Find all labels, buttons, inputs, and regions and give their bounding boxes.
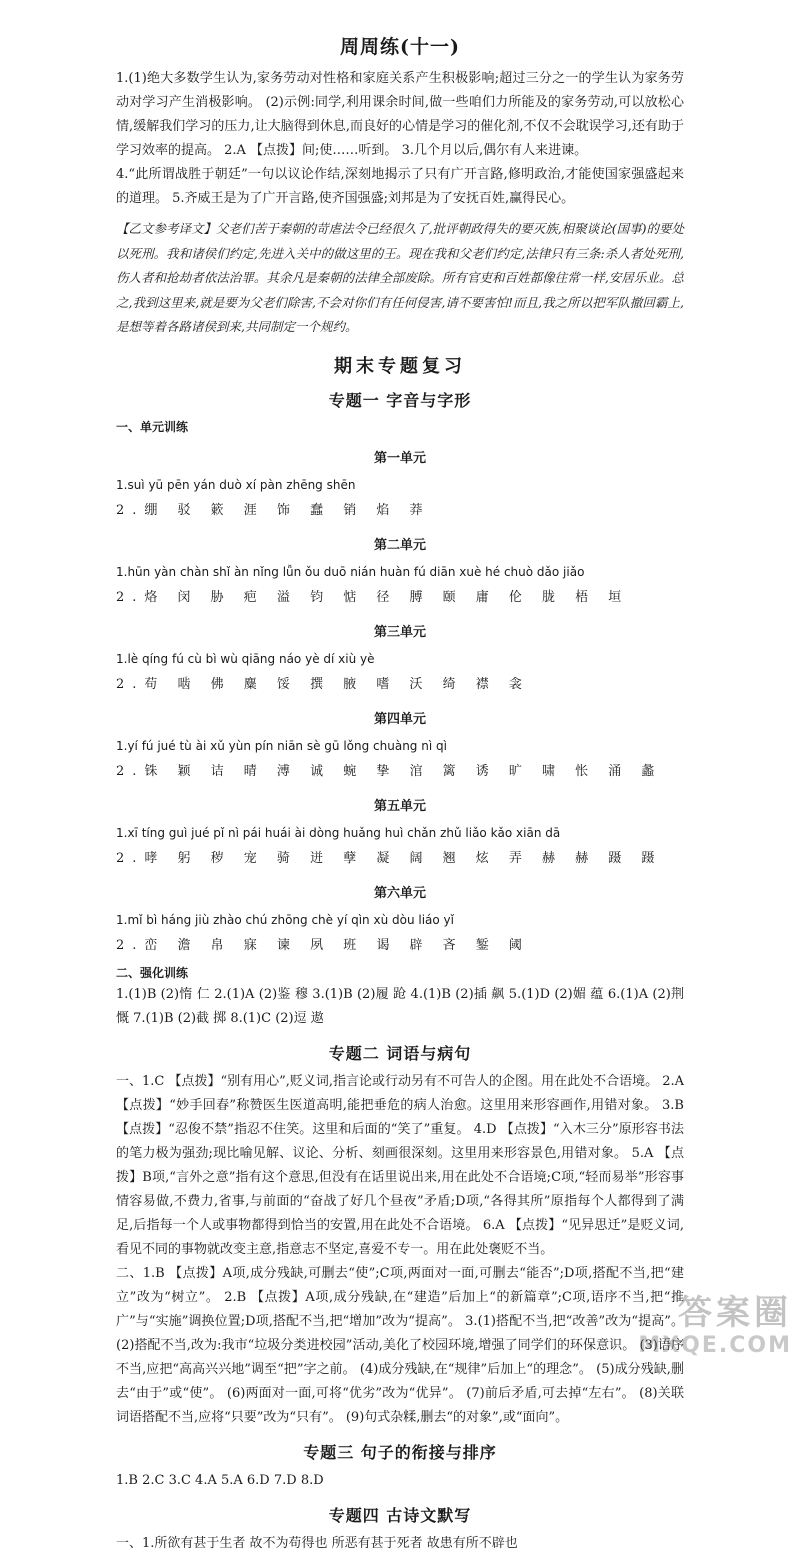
unit3-pinyin: 1.lè qíng fú cù bì wù qiāng náo yè dí xiù yè — [116, 651, 375, 666]
unit5-pinyin: 1.xī tíng guì jué pǐ nì pái huái ài dòng huǎng huì chǎn zhǔ liǎo kǎo xiān dā — [116, 825, 561, 840]
topic3-answers: 1.B 2.C 3.C 4.A 5.A 6.D 7.D 8.D — [116, 1472, 324, 1488]
topic2-part1: 一、1.C 【点拨】“别有用心”,贬义词,指言论或行动另有不可告人的企图。用在此处不合语境。 2.A 【点拨】“妙手回春”称赞医生医道高明,能把垂危的病人治愈。这里用来形容画作,用错对象。 3.B 【点拨】“忍俊不禁”指忍不住笑。这里和后面的“笑了”重复。 4.D 【点拨】“入木三分”原形容书法的笔力极为强劲;现比喻见解、议论、分析、刻画很深刻。这里用来形容景色,用错对象。 5.A 【点拨】B项,“言外之意”指有这个意思,但没有在话里说出来,用在此处不合语境;C项,“轻而易举”形容事情容易做,不费力,省事,与前面的“奋战了好几个昼夜”矛盾;D项,“各得其所”原指每个人都得到了满足,后指每一个人或事物都得到恰当的安置,用在此处不合语境。 6.A 【点拨】“见异思迁”是贬义词,看见不同的事物就改变主意,指意志不坚定,喜爱不专一。用在此处褒贬不当。 — [116, 1073, 684, 1257]
topic4-title: 专题四 古诗文默写 — [328, 1505, 472, 1525]
watermark-url: MXQE.COM — [638, 1333, 792, 1358]
weekly-title: 周周练(十一) — [340, 36, 460, 58]
drill-answers: 1.(1)B (2)惰 仁 2.(1)A (2)鉴 穆 3.(1)B (2)履 跄 4.(1)B (2)插 飙 5.(1)D (2)媚 蕴 6.(1)A (2)荆 慨 7.(1)B (2)截 掷 8.(1)C (2)逗 遨 — [116, 986, 684, 1026]
unit6-pinyin: 1.mǐ bì háng jiù zhào chú zhōng chè yí qìn xù dòu liáo yǐ — [116, 912, 454, 927]
topic4-answers: 一、1.所欲有甚于生者 故不为苟得也 所恶有甚于死者 故患有所不辟也 — [116, 1535, 518, 1551]
topic2-title: 专题二 词语与病句 — [328, 1043, 472, 1063]
topic2-part2: 二、1.B 【点拨】A项,成分残缺,可删去“使”;C项,两面对一面,可删去“能否”;D项,搭配不当,把“建立”改为“树立”。 2.B 【点拨】A项,成分残缺,在“建造”后加上“的新篇章”;C项,语序不当,把“推广”与“实施”调换位置;D项,搭配不当,把“增加”改为“提高”。 3.(1)搭配不当,把“改善”改为“提高”。 (2)搭配不当,改为:我市“垃圾分类进校园”活动,美化了校园环境,增强了同学们的环保意识。 (3)语序不当,应把“高高兴兴地”调至“把”字之前。 (4)成分残缺,在“规律”后加上“的理念”。 (5)成分残缺,删去“由于”或“使”。 (6)两面对一面,可将“优劣”改为“优异”。 (7)前后矛盾,可去掉“左右”。 (8)关联词语搭配不当,应将“只要”改为“只有”。 (9)句式杂糅,删去“的对象”,或“面向”。 — [116, 1265, 684, 1425]
topic3-title: 专题三 句子的衔接与排序 — [303, 1442, 497, 1462]
site-watermark — [620, 1288, 792, 1358]
unit5-chars: 2.哮 躬 秽 宠 骑 迸 孽 凝 阔 翘 炫 弄 赫 赫 蹑 蹑 — [116, 850, 663, 866]
unit4-pinyin: 1.yí fú jué tù ài xǔ yùn pín niān sè gū lǒng chuàng nì qì — [116, 738, 447, 753]
topic1-section2: 二、强化训练 — [116, 965, 189, 980]
weekly-answer-2: 4.“此所谓战胜于朝廷”一句以议论作结,深刻地揭示了只有广开言路,修明政治,才能使国家强盛起来的道理。 5.齐威王是为了广开言路,使齐国强盛;刘邦是为了安抚百姓,赢得民心。 — [116, 167, 684, 206]
unit5-title: 第五单元 — [373, 798, 426, 814]
watermark-logo: 答案圈 — [678, 1293, 792, 1333]
weekly-answer-1: 1.(1)绝大多数学生认为,家务劳动对性格和家庭关系产生积极影响;超过三分之一的学生认为家务劳动对学习产生消极影响。 (2)示例:同学,利用课余时间,做一些咱们力所能及的家务劳动,可以放松心情,缓解我们学习的压力,让大脑得到休息,而良好的心情是学习的催化剂,不仅不会耽误学习,还有助于学习效率的提高。 2.A 【点拨】间;使……听到。 3.几个月以后,偶尔有人来进谏。 — [116, 71, 684, 158]
topic1-title: 专题一 字音与字形 — [328, 390, 472, 410]
unit4-title: 第四单元 — [373, 711, 426, 727]
final-review-title: 期末专题复习 — [334, 355, 466, 377]
unit3-chars: 2.苟 啮 佛 麋 馁 撰 腋 嗜 沃 绮 襟 衾 — [116, 676, 530, 692]
topic1-section1: 一、单元训练 — [116, 419, 189, 434]
translation-paragraph: 【乙文参考译文】父老们苦于秦朝的苛虐法令已经很久了,批评朝政得失的要灭族,相聚谈论(国事)的要处以死刑。我和诸侯们约定,先进入关中的做这里的王。现在我和父老们约定,法律只有三条:杀人者处死刑,伤人者和抢劫者依法治罪。其余凡是秦朝的法律全部废除。所有官吏和百姓都像往常一样,安居乐业。总之,我到这里来,就是要为父老们除害,不会对你们有任何侵害,请不要害怕!而且,我之所以把军队撤回霸上,是想等着各路诸侯到来,共同制定一个规约。 — [116, 221, 684, 334]
unit4-chars: 2.铢 颖 诘 晴 溥 诚 蜿 挚 涫 篱 诱 旷 啸 怅 涌 蠡 — [116, 763, 663, 779]
unit1-title: 第一单元 — [373, 450, 426, 466]
unit2-title: 第二单元 — [373, 537, 426, 553]
unit1-pinyin: 1.suì yū pēn yán duò xí pàn zhēng shēn — [116, 477, 356, 492]
unit6-chars: 2.峦 澹 帛 寐 谏 夙 班 谒 辟 吝 錾 阈 — [116, 937, 530, 953]
unit1-chars: 2.绷 驳 簌 涯 饰 蠢 销 焰 莽 — [116, 502, 431, 518]
unit2-pinyin: 1.hūn yàn chàn shǐ àn nǐng lǚn ǒu duō nián huàn fú diān xuè hé chuò dǎo jiǎo — [116, 564, 585, 579]
unit6-title: 第六单元 — [373, 885, 426, 901]
unit3-title: 第三单元 — [373, 624, 426, 640]
unit2-chars: 2.烙 闵 胁 疤 溢 钧 惦 径 膊 颐 庸 伦 胧 梧 垣 — [116, 589, 630, 605]
